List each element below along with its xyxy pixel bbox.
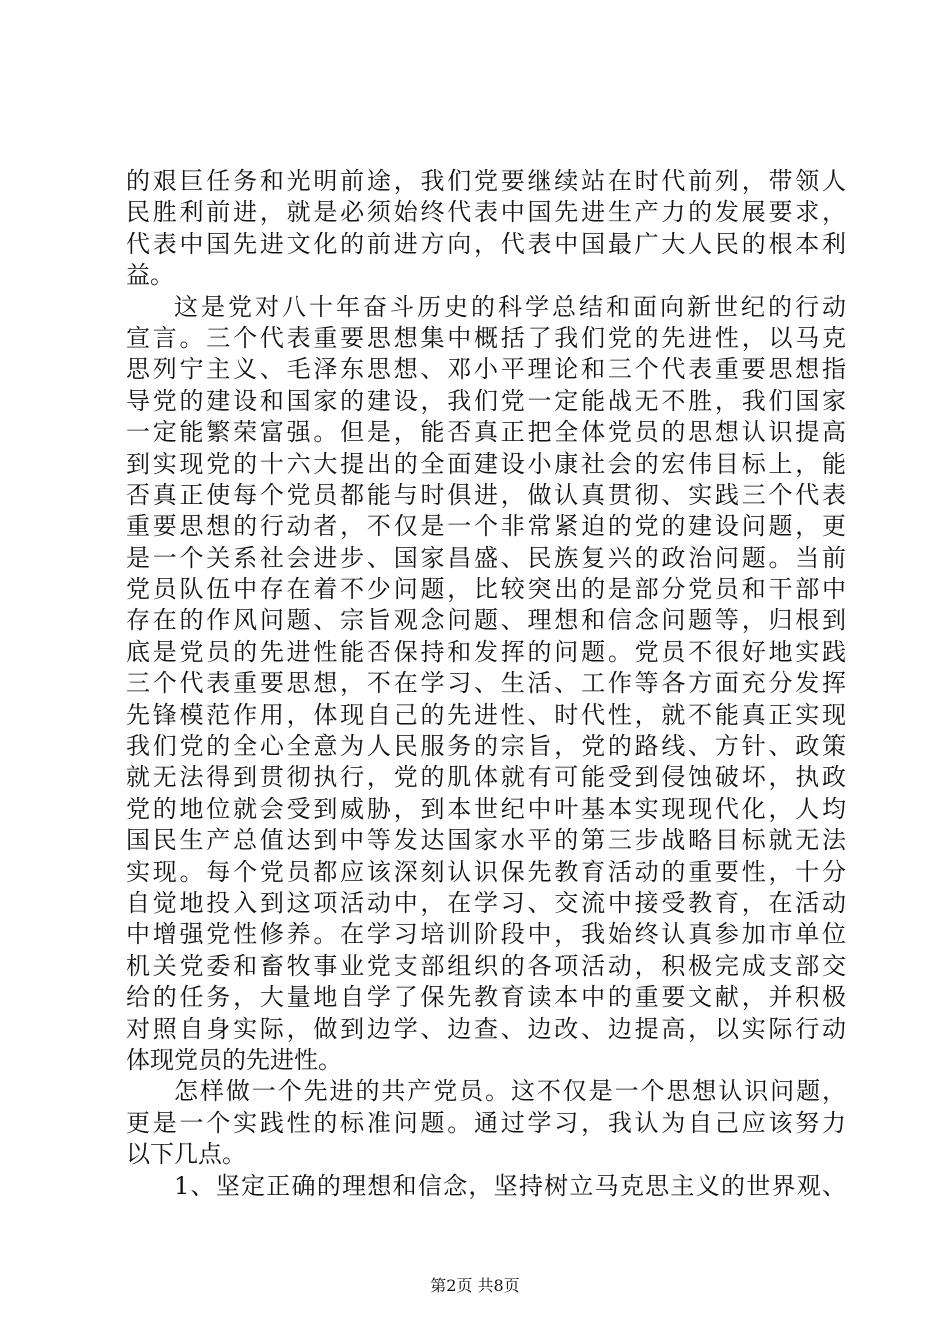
text-line: 底是党员的先进性能否保持和发挥的问题。党员不很好地实践: [126, 637, 846, 666]
text-line: 1、坚定正确的理想和信念，坚持树立马克思主义的世界观、: [174, 1171, 846, 1200]
text-line: 到实现党的十六大提出的全面建设小康社会的宏伟目标上，能: [126, 449, 846, 478]
text-line: 党员队伍中存在着不少问题，比较突出的是部分党员和干部中: [126, 575, 846, 604]
text-line: 是一个关系社会进步、国家昌盛、民族复兴的政治问题。当前: [126, 543, 846, 572]
text-line: 对照自身实际，做到边学、边查、边改、边提高，以实际行动: [126, 1014, 846, 1043]
text-line: 就无法得到贯彻执行，党的肌体就有可能受到侵蚀破坏，执政: [126, 763, 846, 792]
text-line: 自觉地投入到这项活动中，在学习、交流中接受教育，在活动: [126, 888, 846, 917]
text-line: 三个代表重要思想，不在学习、生活、工作等各方面充分发挥: [126, 669, 846, 698]
text-line: 先锋模范作用，体现自己的先进性、时代性，就不能真正实现: [126, 700, 846, 729]
text-line: 宣言。三个代表重要思想集中概括了我们党的先进性，以马克: [126, 323, 846, 352]
page-footer: 第2页 共8页: [430, 1276, 520, 1295]
text-line: 否真正使每个党员都能与时俱进，做认真贯彻、实践三个代表: [126, 480, 846, 509]
text-line: 思列宁主义、毛泽东思想、邓小平理论和三个代表重要思想指: [126, 355, 846, 384]
text-line: 更是一个实践性的标准问题。通过学习，我认为自己应该努力: [126, 1108, 846, 1137]
text-line: 怎样做一个先进的共产党员。这不仅是一个思想认识问题，: [174, 1077, 846, 1106]
text-line: 实现。每个党员都应该深刻认识保先教育活动的重要性，十分: [126, 857, 846, 886]
text-line: 重要思想的行动者，不仅是一个非常紧迫的党的建设问题，更: [126, 512, 846, 541]
document-body: [126, 166, 846, 1202]
text-line: 的艰巨任务和光明前途，我们党要继续站在时代前列，带领人: [126, 167, 846, 195]
text-line: 我们党的全心全意为人民服务的宗旨，党的路线、方针、政策: [126, 732, 846, 761]
text-line: 益。: [126, 261, 174, 290]
text-line: 代表中国先进文化的前进方向，代表中国最广大人民的根本利: [126, 229, 846, 258]
text-line: 这是党对八十年奋斗历史的科学总结和面向新世纪的行动: [174, 292, 846, 321]
text-line: 以下几点。: [126, 1140, 246, 1169]
text-line: 中增强党性修养。在学习培训阶段中，我始终认真参加市单位: [126, 920, 846, 949]
text-line: 一定能繁荣富强。但是，能否真正把全体党员的思想认识提高: [126, 418, 846, 447]
text-line: 存在的作风问题、宗旨观念问题、理想和信念问题等，归根到: [126, 606, 846, 635]
text-line: 机关党委和畜牧事业党支部组织的各项活动，积极完成支部交: [126, 951, 846, 980]
text-line: 体现党员的先进性。: [126, 1045, 342, 1074]
text-line: 导党的建设和国家的建设，我们党一定能战无不胜，我们国家: [126, 386, 846, 415]
text-line: 党的地位就会受到威胁，到本世纪中叶基本实现现代化，人均: [126, 794, 846, 823]
text-line: 民胜利前进，就是必须始终代表中国先进生产力的发展要求，: [126, 198, 846, 227]
text-line: 国民生产总值达到中等发达国家水平的第三步战略目标就无法: [126, 826, 846, 855]
text-line: 给的任务，大量地自学了保先教育读本中的重要文献，并积极: [126, 983, 846, 1012]
